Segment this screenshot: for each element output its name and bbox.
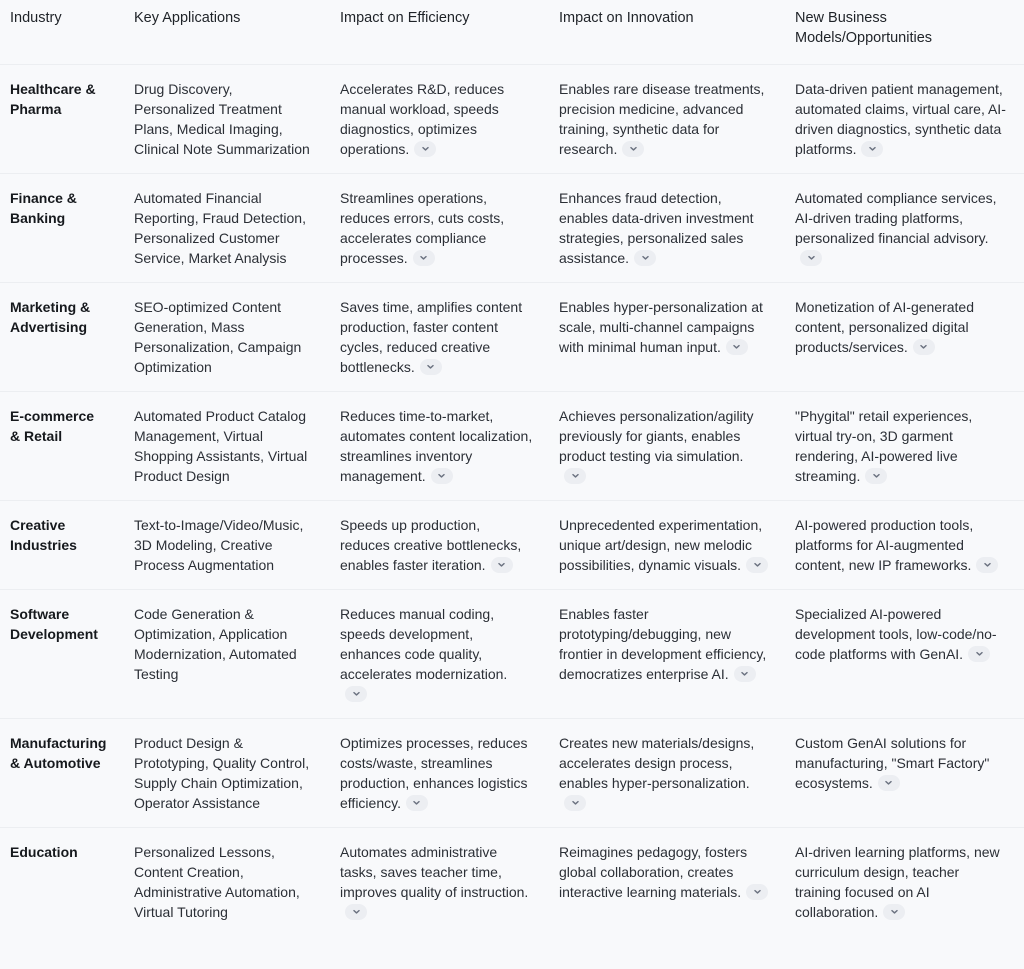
cell-text: Creates new materials/designs, accelerates design process, enables hyper-personalization. (559, 735, 755, 791)
column-header-new-business-models: New Business Models/Opportunities (785, 0, 1024, 65)
cell-text: Custom GenAI solutions for manufacturing, "Smart Factory" ecosystems. (795, 735, 990, 791)
cell-impact-on-efficiency (330, 283, 549, 392)
table-header (0, 0, 1024, 65)
table-row (0, 392, 1024, 501)
cell-text: Automated compliance services, AI-driven trading platforms, personalized financial advisory. (795, 190, 997, 246)
table-row (0, 590, 1024, 719)
chevron-down-icon[interactable] (878, 775, 900, 791)
cell-new-business-models (785, 501, 1024, 590)
cell-impact-on-innovation (549, 174, 785, 283)
table-header-row (0, 0, 1024, 65)
cell-text: AI-powered production tools, platforms for AI-augmented content, new IP frameworks. (795, 517, 974, 573)
cell-key-applications (124, 719, 330, 828)
table-row (0, 174, 1024, 283)
table-body (0, 65, 1024, 937)
chevron-down-icon[interactable] (968, 646, 990, 662)
cell-text: Streamlines operations, reduces errors, cuts costs, accelerates compliance processes. (340, 190, 505, 266)
table-row (0, 828, 1024, 937)
chevron-down-icon[interactable] (406, 795, 428, 811)
chevron-down-icon[interactable] (800, 250, 822, 266)
cell-new-business-models (785, 65, 1024, 174)
cell-text: Drug Discovery, Personalized Treatment Plans, Medical Imaging, Clinical Note Summarization (134, 81, 310, 157)
chevron-down-icon[interactable] (865, 468, 887, 484)
cell-text: Automated Product Catalog Management, Virtual Shopping Assistants, Virtual Product Design (134, 408, 308, 484)
cell-key-applications (124, 590, 330, 719)
cell-text: Saves time, amplifies content production, faster content cycles, reduced creative bottlenecks. (340, 299, 523, 375)
chevron-down-icon[interactable] (413, 250, 435, 266)
chevron-down-icon[interactable] (913, 339, 935, 355)
cell-impact-on-efficiency (330, 174, 549, 283)
cell-impact-on-innovation (549, 501, 785, 590)
chevron-down-icon[interactable] (883, 904, 905, 920)
cell-text: Automates administrative tasks, saves teacher time, improves quality of instruction. (340, 844, 529, 900)
cell-industry: Education (10, 844, 78, 860)
table-row (0, 501, 1024, 590)
cell-text: Optimizes processes, reduces costs/waste, streamlines production, enhances logistics efficiency. (340, 735, 528, 811)
cell-key-applications (124, 501, 330, 590)
cell-text: Achieves personalization/agility previously for giants, enables product testing via simulation. (559, 408, 754, 464)
cell-text: Code Generation & Optimization, Application Modernization, Automated Testing (134, 606, 297, 682)
cell-text: Personalized Lessons, Content Creation, Administrative Automation, Virtual Tutoring (134, 844, 300, 920)
chevron-down-icon[interactable] (746, 557, 768, 573)
cell-text: Unprecedented experimentation, unique art/design, new melodic possibilities, dynamic visuals. (559, 517, 763, 573)
cell-new-business-models (785, 283, 1024, 392)
chevron-down-icon[interactable] (622, 141, 644, 157)
cell-text: Automated Financial Reporting, Fraud Detection, Personalized Customer Service, Market Analysis (134, 190, 306, 266)
chevron-down-icon[interactable] (634, 250, 656, 266)
chevron-down-icon[interactable] (564, 795, 586, 811)
chevron-down-icon[interactable] (734, 666, 756, 682)
cell-key-applications (124, 65, 330, 174)
cell-impact-on-innovation (549, 65, 785, 174)
cell-industry: Finance & Banking (0, 174, 124, 283)
cell-impact-on-innovation (549, 283, 785, 392)
column-header-impact-on-efficiency: Impact on Efficiency (330, 0, 549, 65)
cell-text: Enables rare disease treatments, precision medicine, advanced training, synthetic data for research. (559, 81, 765, 157)
chevron-down-icon[interactable] (726, 339, 748, 355)
chevron-down-icon[interactable] (431, 468, 453, 484)
chevron-down-icon[interactable] (420, 359, 442, 375)
cell-new-business-models (785, 828, 1024, 937)
column-header-key-applications: Key Applications (124, 0, 330, 65)
cell-impact-on-efficiency (330, 65, 549, 174)
cell-industry: Healthcare & Pharma (0, 65, 124, 174)
cell-industry: Creative Industries (0, 501, 124, 590)
cell-text: Reduces time-to-market, automates content localization, streamlines inventory management. (340, 408, 533, 484)
cell-industry: Manufacturing & Automotive (0, 719, 124, 828)
cell-impact-on-innovation (549, 590, 785, 719)
cell-text: Accelerates R&D, reduces manual workload, speeds diagnostics, optimizes operations. (340, 81, 505, 157)
table-row (0, 283, 1024, 392)
cell-text: SEO-optimized Content Generation, Mass Personalization, Campaign Optimization (134, 299, 302, 375)
cell-key-applications (124, 392, 330, 501)
cell-text: Enables hyper-personalization at scale, multi-channel campaigns with minimal human input. (559, 299, 763, 355)
cell-impact-on-innovation (549, 719, 785, 828)
cell-impact-on-efficiency (330, 501, 549, 590)
cell-text: Reduces manual coding, speeds development, enhances code quality, accelerates modernization. (340, 606, 508, 682)
cell-industry: Software Development (0, 590, 124, 719)
cell-new-business-models (785, 392, 1024, 501)
table-row (0, 65, 1024, 174)
cell-impact-on-efficiency (330, 828, 549, 937)
cell-text: Enables faster prototyping/debugging, new frontier in development efficiency, democratizes enterprise AI. (559, 606, 767, 682)
chevron-down-icon[interactable] (414, 141, 436, 157)
cell-key-applications (124, 283, 330, 392)
cell-new-business-models (785, 719, 1024, 828)
cell-text: AI-driven learning platforms, new curriculum design, teacher training focused on AI collaboration. (795, 844, 1000, 920)
chevron-down-icon[interactable] (345, 686, 367, 702)
cell-text: "Phygital" retail experiences, virtual try-on, 3D garment rendering, AI-powered live streaming. (795, 408, 973, 484)
chevron-down-icon[interactable] (345, 904, 367, 920)
cell-text: Speeds up production, reduces creative bottlenecks, enables faster iteration. (340, 517, 522, 573)
cell-text: Specialized AI-powered development tools, low-code/no-code platforms with GenAI. (795, 606, 997, 662)
chevron-down-icon[interactable] (564, 468, 586, 484)
cell-impact-on-efficiency (330, 590, 549, 719)
chevron-down-icon[interactable] (976, 557, 998, 573)
cell-text: Product Design & Prototyping, Quality Control, Supply Chain Optimization, Operator Assistance (134, 735, 310, 811)
cell-impact-on-efficiency (330, 392, 549, 501)
chevron-down-icon[interactable] (746, 884, 768, 900)
column-header-impact-on-innovation: Impact on Innovation (549, 0, 785, 65)
cell-industry: E-commerce & Retail (0, 392, 124, 501)
cell-impact-on-efficiency (330, 719, 549, 828)
cell-industry: Marketing & Advertising (0, 283, 124, 392)
chevron-down-icon[interactable] (491, 557, 513, 573)
cell-impact-on-innovation (549, 392, 785, 501)
column-header-industry: Industry (0, 0, 124, 65)
cell-text: Data-driven patient management, automated claims, virtual care, AI-driven diagnostics, synthetic data platforms. (795, 81, 1006, 157)
cell-new-business-models (785, 174, 1024, 283)
chevron-down-icon[interactable] (861, 141, 883, 157)
cell-text: Text-to-Image/Video/Music, 3D Modeling, Creative Process Augmentation (134, 517, 304, 573)
cell-key-applications (124, 828, 330, 937)
cell-key-applications (124, 174, 330, 283)
cell-impact-on-innovation (549, 828, 785, 937)
cell-text: Reimagines pedagogy, fosters global collaboration, creates interactive learning materials. (559, 844, 748, 900)
cell-text: Enhances fraud detection, enables data-driven investment strategies, personalized sales assistance. (559, 190, 754, 266)
cell-text: Monetization of AI-generated content, personalized digital products/services. (795, 299, 975, 355)
cell-new-business-models (785, 590, 1024, 719)
table-row (0, 719, 1024, 828)
